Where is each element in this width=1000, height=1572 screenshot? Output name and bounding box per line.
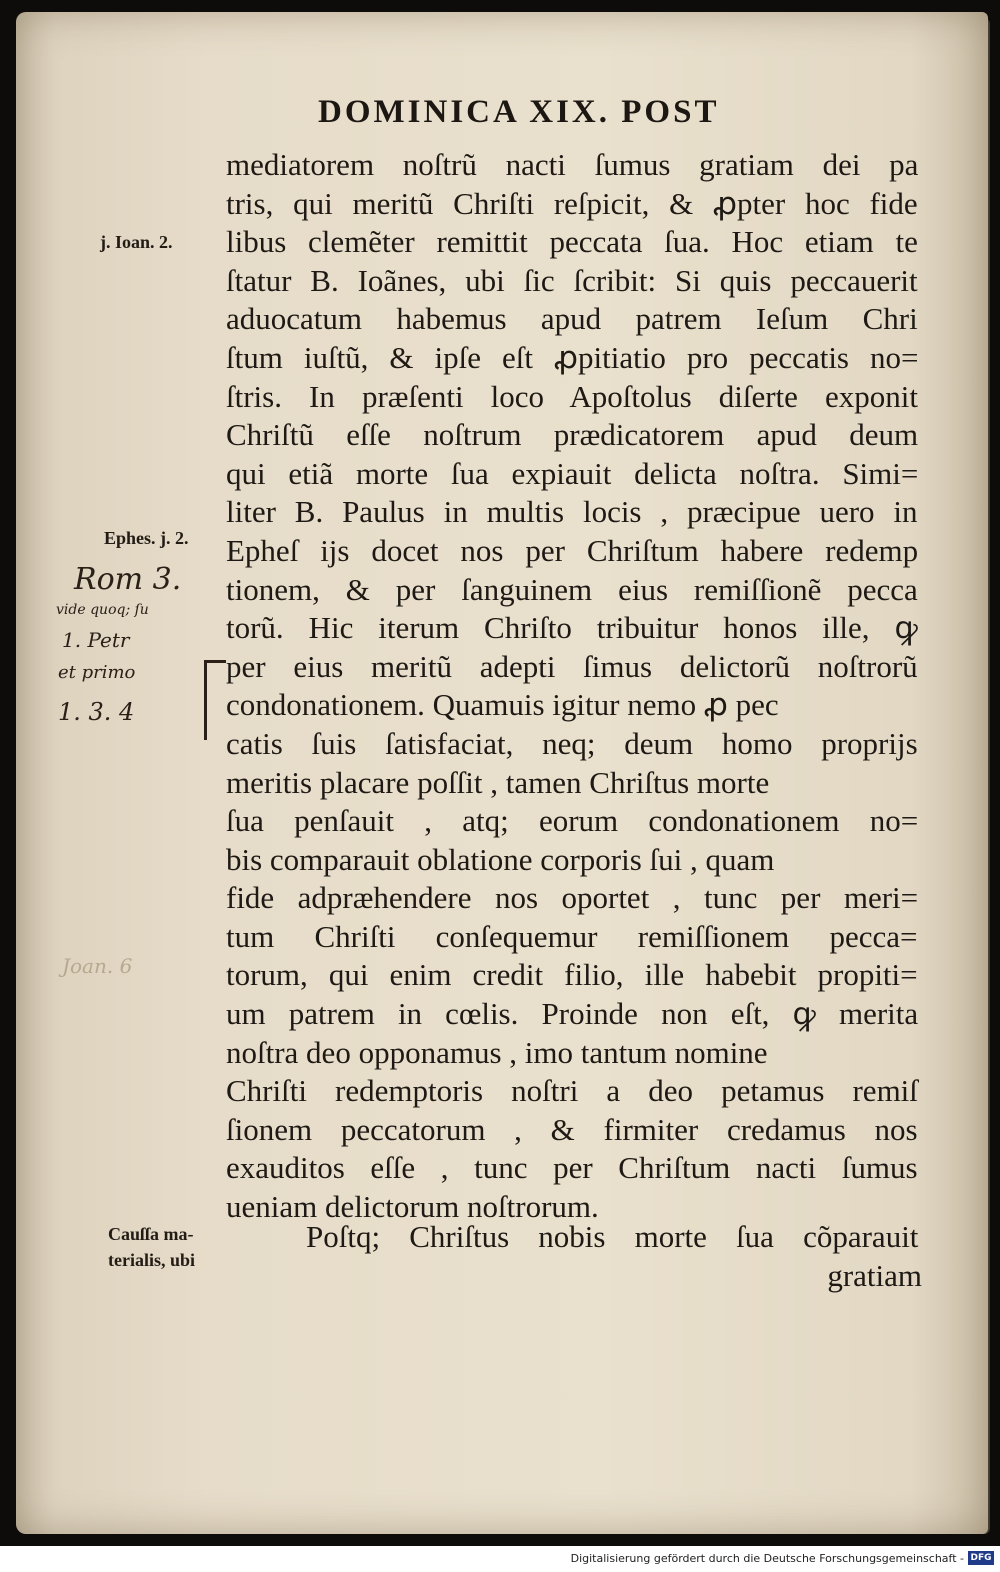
handwritten-primo: et primo bbox=[58, 662, 136, 683]
handwritten-ioan-faint: Joan. 6 bbox=[62, 954, 133, 978]
text-line: tris, qui meritũ Chriſti reſpicit, & ꝓpter hoc fide bbox=[226, 185, 918, 221]
text-line: catis ſuis ſatisfaciat, neq; deum homo proprijs bbox=[226, 725, 918, 761]
handwritten-vide: vide quoq; ſu bbox=[56, 602, 149, 618]
running-title: DOMINICA XIX. POST bbox=[318, 94, 720, 130]
handwritten-numbers: 1. 3. 4 bbox=[58, 698, 135, 726]
text-line: Epheſ ijs docet nos per Chriſtum habere redemp bbox=[226, 532, 919, 568]
text-line: torum, qui enim credit filio, ille habebit propiti= bbox=[226, 957, 918, 993]
text-line: fide adpræhendere nos oportet , tunc per meri= bbox=[226, 880, 919, 916]
handwritten-petrus: 1. Petr bbox=[62, 628, 130, 652]
second-paragraph bbox=[306, 1218, 922, 1295]
text-line: ſtum iuſtũ, & ipſe eſt ꝓpitiatio pro peccatis no= bbox=[226, 339, 919, 375]
handwritten-bracket-stroke bbox=[204, 660, 207, 740]
text-line: liter B. Paulus in multis locis , præcipue uero in bbox=[226, 494, 918, 530]
text-line: torũ. Hic iterum Chriſto tribuitur honos ille, ꝙ bbox=[226, 610, 918, 646]
text-line: condonationem. Quamuis igitur nemo ꝓ pec bbox=[226, 687, 779, 723]
text-line: qui etiã morte ſua expiauit delicta noſtra. Simi= bbox=[226, 455, 919, 491]
margin-note-caussa-2: terialis, ubi bbox=[108, 1250, 196, 1270]
text-line: tionem, & per ſanguinem eius remiſſionẽ pecca bbox=[226, 571, 918, 607]
text-line: Chriſtũ eſſe noſtrum prædicatorem apud deum bbox=[226, 417, 919, 453]
text-line: Poſtq; Chriſtus nobis morte ſua cõparauit bbox=[306, 1219, 919, 1254]
text-line: libus clemẽter remittit peccata ſua. Hoc etiam te bbox=[226, 224, 918, 260]
text-line: um patrem in cœlis. Proinde non eſt, ꝙ merita bbox=[226, 996, 919, 1032]
margin-note-ephes: Ephes. j. 2. bbox=[104, 528, 189, 548]
handwritten-bracket-top bbox=[204, 660, 226, 663]
handwritten-rom: Rom 3. bbox=[74, 562, 182, 597]
text-line: ſua penſauit , atq; eorum condonationem no= bbox=[226, 803, 919, 839]
text-line: meritis placare poſſit , tamen Chriſtus morte bbox=[226, 764, 770, 800]
margin-note-ioan: j. Ioan. 2. bbox=[100, 232, 173, 252]
text-line: mediatorem noſtrũ nacti ſumus gratiam dei pa bbox=[226, 147, 919, 182]
text-line: per eius meritũ adepti ſimus delictorũ noſtrorũ bbox=[226, 648, 918, 684]
text-line: Chriſti redemptoris noſtri a deo petamus remiſ bbox=[226, 1073, 918, 1109]
text-line: ſtatur B. Ioãnes, ubi ſic ſcribit: Si quis peccauerit bbox=[226, 262, 918, 298]
dfg-credit: Digitalisierung gefördert durch die Deutsche Forschungsgemeinschaft - bbox=[570, 1552, 964, 1565]
text-line: aduocatum habemus apud patrem Ieſum Chri bbox=[226, 301, 918, 337]
text-line: tum Chriſti conſequemur remiſſionem pecca= bbox=[226, 918, 918, 954]
text-line: bis comparauit oblatione corporis ſui , quam bbox=[226, 841, 775, 877]
text-line: ſionem peccatorum , & firmiter credamus nos bbox=[226, 1111, 918, 1147]
text-line: noſtra deo opponamus , imo tantum nomine bbox=[226, 1034, 768, 1070]
text-line: exauditos eſſe , tunc per Chriſtum nacti ſumus bbox=[226, 1150, 918, 1186]
text-line: ſtris. In præſenti loco Apoſtolus diſerte exponit bbox=[226, 378, 918, 414]
dfg-logo: DFG bbox=[968, 1551, 994, 1565]
text-line: gratiam bbox=[827, 1257, 922, 1293]
margin-note-caussa-1: Cauſſa ma- bbox=[108, 1224, 194, 1244]
text-line: ueniam delictorum noſtrorum. bbox=[226, 1189, 599, 1225]
main-text-block bbox=[226, 146, 922, 1227]
